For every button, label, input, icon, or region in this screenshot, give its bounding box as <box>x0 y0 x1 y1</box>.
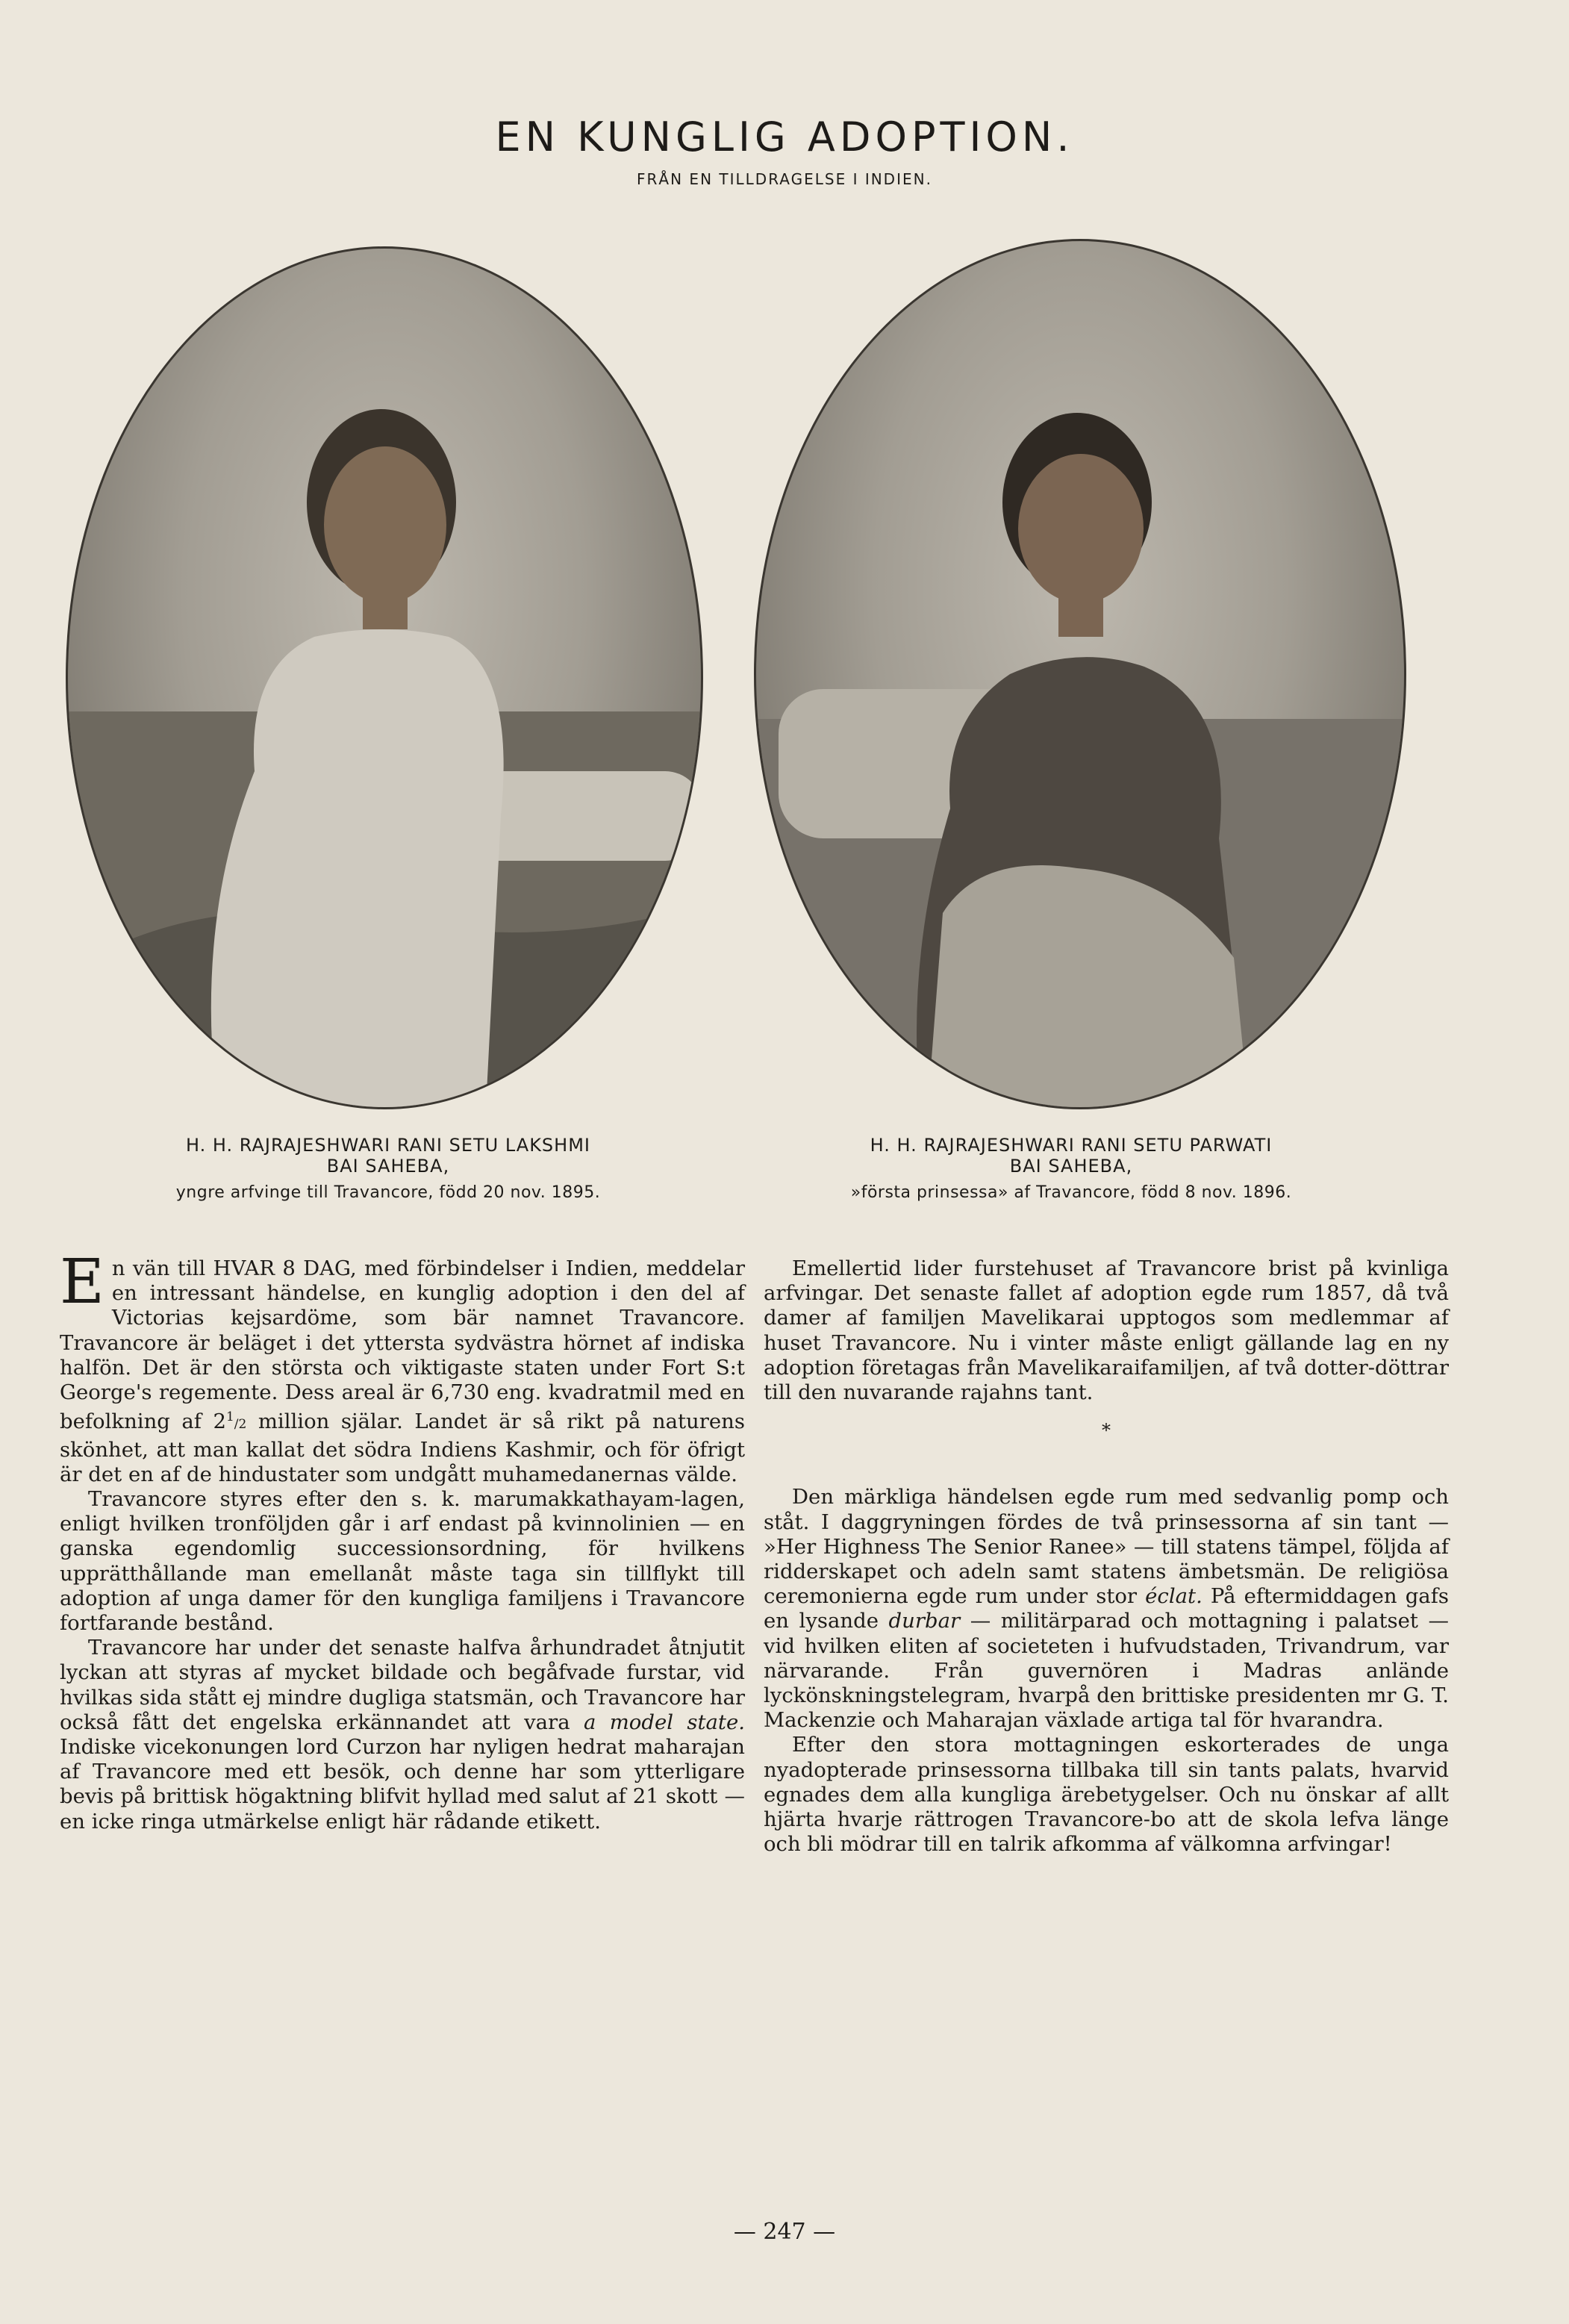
paragraph-text: Travancore har under det senaste halfva århundradet åtnjutit lyckan att styras af mycket bildade och begåfvade furstar, vid hvilkas sida stått ej mindre dugliga statsmän, och Travancore har också fått det engelska erkännandet att vara <box>60 1636 745 1734</box>
fraction-denominator: /2 <box>234 1417 247 1433</box>
fraction-numerator: 1 <box>225 1409 234 1425</box>
italic-phrase: éclat. <box>1145 1584 1203 1609</box>
article-subtitle: FRÅN EN TILLDRAGELSE I INDIEN. <box>637 170 932 188</box>
portrait-photo-right <box>754 239 1406 1109</box>
italic-phrase: a model state. <box>583 1710 745 1734</box>
paragraph <box>764 1485 1449 1733</box>
article-title: EN KUNGLIG ADOPTION. <box>495 113 1074 161</box>
caption-left-name-line1: H. H. RAJRAJESHWARI RANI SETU LAKSHMI <box>185 1135 590 1156</box>
paragraph: Emellertid lider furstehuset af Travancore brist på kvinliga arfvingar. Det senaste fallet af adoption egde rum 1857, då två damer af familjen Mavelikarai upptogos som medlemmar af huset Travancore. Nu i vinter måste enligt gällande lag en ny adoption företagas från Mavelikaraifamiljen, af två dotter-döttrar till den nuvarande rajahns tant. <box>764 1256 1449 1405</box>
italic-phrase: durbar <box>888 1609 961 1633</box>
paragraph: Efter den stora mottagningen eskorterades de unga nyadopterade prinsessorna tillbaka till sin tants palats, hvarvid egnades dem alla kungliga ärebetygelser. Och nu önskar af allt hjärta hvarje rättrogen Travancore-bo att de skola lefva länge och bli mödrar till en talrik afkomma af välkomna arfvingar! <box>764 1733 1449 1857</box>
caption-right-description: »första prinsessa» af Travancore, född 8 nov. 1896. <box>850 1183 1292 1202</box>
paragraph-text: million själar. Landet är så rikt på naturens skönhet, att man kallat det södra Indiens Kashmir, och för öfrigt är det en af de hindustater som undgått muhamedanernas välde. <box>60 1409 745 1486</box>
paragraph-text: n vän till HVAR 8 DAG, med förbindelser i Indien, meddelar en intressant händelse, en kunglig adoption i den del af Victorias kejsardöme, som bär namnet Travancore. Travancore är beläget i det yttersta sydvästra hörnet af indiska halfön. Det är den största och viktigaste staten under Fort S:t George's regemente. Dess areal är 6,730 eng. kvadratmil med en befolkning af 2 <box>60 1256 745 1434</box>
paragraph <box>60 1636 745 1834</box>
caption-left-description: yngre arfvinge till Travancore, född 20 nov. 1895. <box>175 1183 601 1202</box>
caption-right-name-line1: H. H. RAJRAJESHWARI RANI SETU PARWATI <box>870 1135 1273 1156</box>
caption-left-name-line2: BAI SAHEBA, <box>326 1156 450 1177</box>
caption-left <box>90 1135 687 1203</box>
paragraph-text: — militärparad och mottagning i palatset — vid hvilken eliten af societeten i hufvudstaden, Trivandrum, var närvarande. Från guvernören i Madras anlände lyckönskningstelegram, hvarpå den brittiske presidenten mr G. T. Mackenzie och Maharajan växlade artiga tal för hvarandra. <box>764 1609 1449 1733</box>
drop-cap: E <box>60 1247 105 1318</box>
portrait-photo-left <box>66 246 703 1109</box>
article-column-left <box>60 1247 745 1834</box>
section-separator: * <box>1102 1420 1111 1442</box>
paragraph-text: Indiske vicekonungen lord Curzon har nyligen hedrat maharajan af Travancore med ett besök, och denne har som ytterligare bevis på brittisk högaktning blifvit hyllad med salut af 21 skott — en icke ringa utmärkelse enligt här rådande etikett. <box>60 1735 745 1834</box>
paragraph-text: På eftermiddagen gafs en lysande <box>764 1584 1449 1633</box>
article-column-right <box>764 1256 1449 1857</box>
caption-right-name-line2: BAI SAHEBA, <box>1009 1156 1133 1177</box>
caption-right <box>773 1135 1370 1203</box>
page-number: — 247 — <box>733 2219 836 2245</box>
paragraph <box>60 1247 745 1487</box>
paragraph: Travancore styres efter den s. k. marumakkathayam-lagen, enligt hvilken tronföljden går i arf endast på kvinnolinien — en ganska egendomlig successionsordning, för hvilkens upprätthållande man emellanåt måste taga sin tillflykt till adoption af unga damer för den kungliga familjens i Travancore fortfarande bestånd. <box>60 1486 745 1635</box>
paragraph-text: Den märkliga händelsen egde rum med sedvanlig pomp och ståt. I daggryningen fördes de två prinsessorna af sin tant — »Her Highness The Senior Ranee» — till statens tämpel, följda af ridderskapet och adeln samt statens ämbetsmän. De religiösa ceremonierna egde rum under stor <box>764 1485 1449 1609</box>
